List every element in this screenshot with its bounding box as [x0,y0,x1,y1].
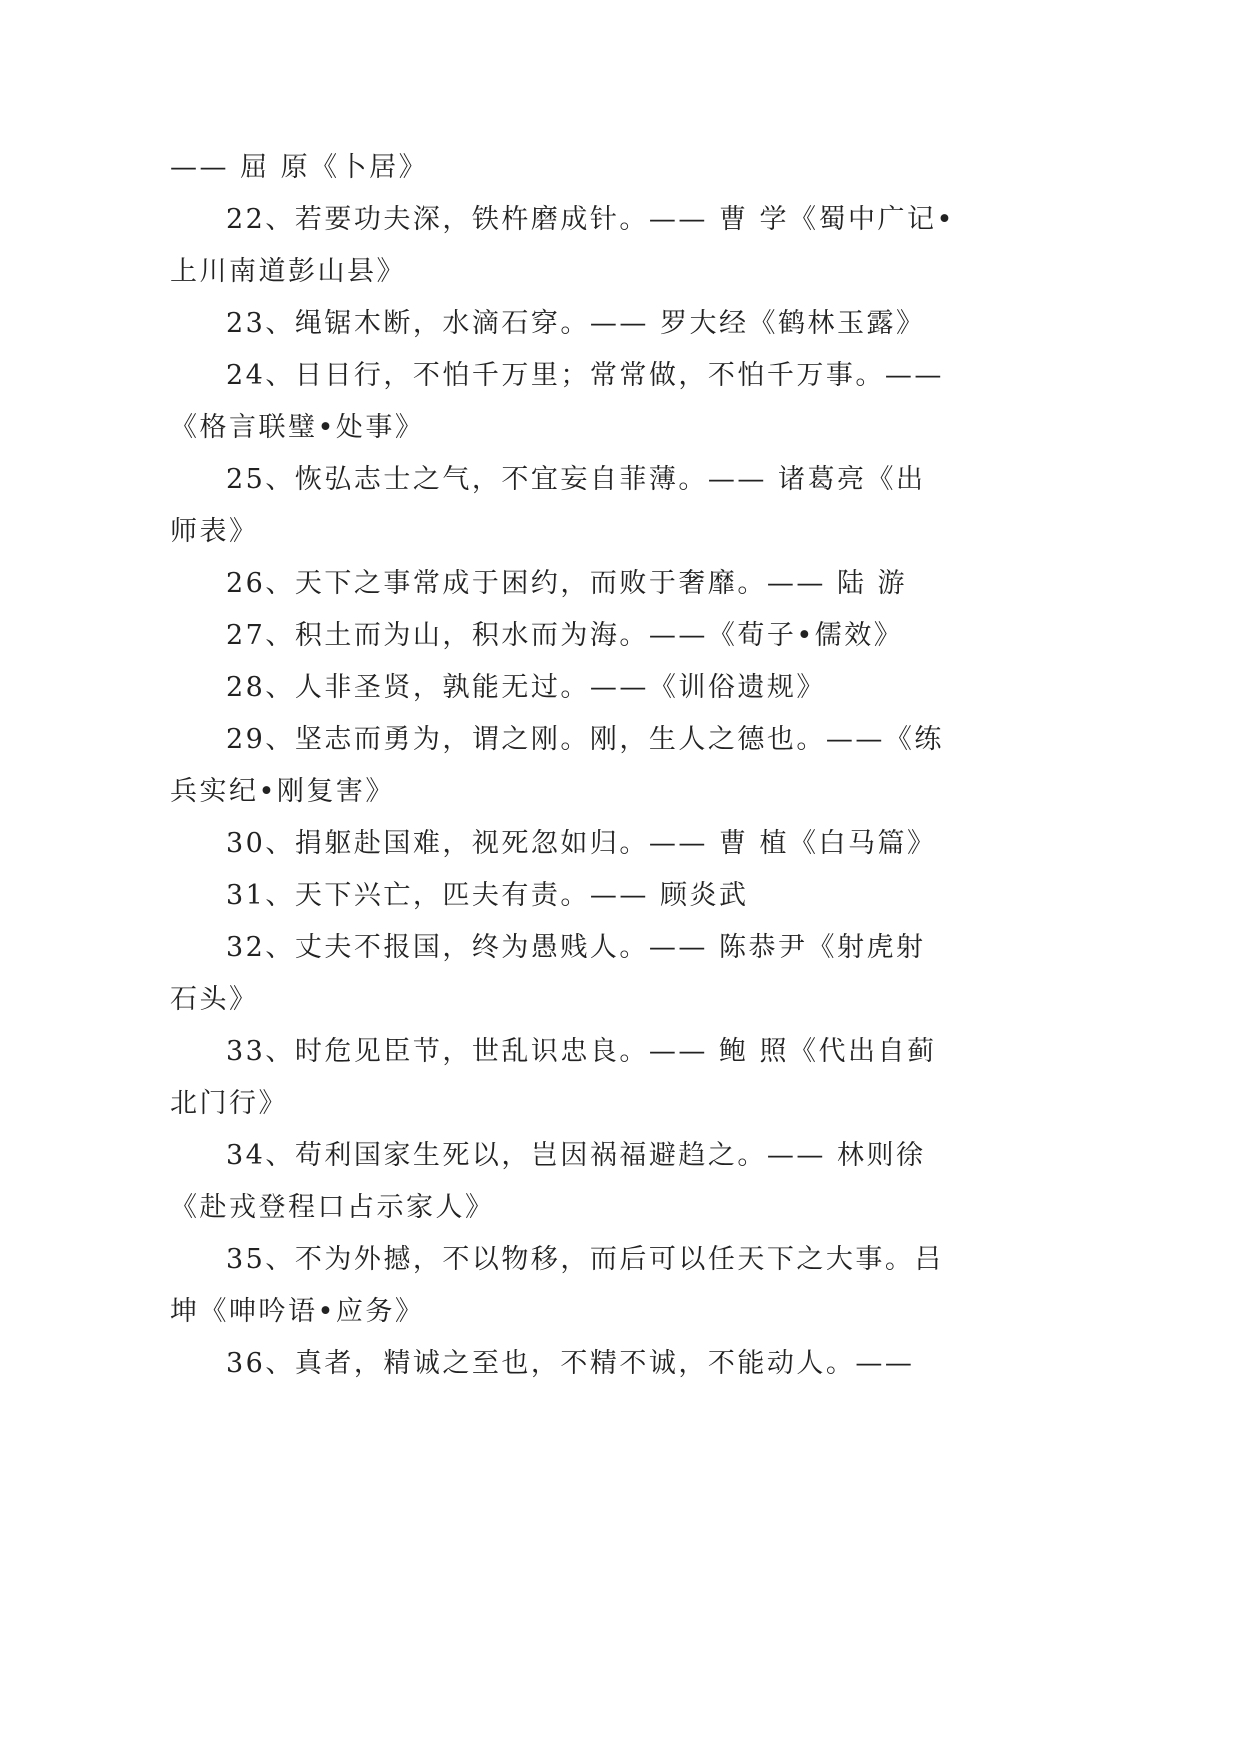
text-line: 北门行》 [170,1088,288,1119]
text-line: 师表》 [170,516,259,547]
text-line: —— 屈 原《卜居》 [170,152,429,183]
text-line: 32、丈夫不报国，终为愚贱人。—— 陈恭尹《射虎射 [226,932,926,963]
text-line: 31、天下兴亡，匹夫有责。—— 顾炎武 [226,880,749,911]
text-line: 23、绳锯木断，水滴石穿。—— 罗大经《鹤林玉露》 [226,308,926,339]
quote-paragraph [170,1338,950,1390]
text-line: 29、坚志而勇为，谓之刚。刚，生人之德也。——《练 [226,724,944,755]
text-line: 28、人非圣贤，孰能无过。——《训俗遗规》 [226,672,826,703]
document-body [170,142,955,1390]
text-line: 30、捐躯赴国难，视死忽如归。—— 曹 植《白马篇》 [226,828,937,859]
quote-paragraph [170,350,950,454]
text-line: 兵实纪•刚复害》 [170,776,395,807]
text-line: 35、不为外撼，不以物移，而后可以任天下之大事。吕 [226,1244,944,1275]
text-line: 27、积土而为山，积水而为海。——《荀子•儒效》 [226,620,904,651]
quote-paragraph [170,298,950,350]
text-line: 34、苟利国家生死以，岂因祸福避趋之。—— 林则徐 [226,1140,926,1171]
text-line: 坤《呻吟语•应务》 [170,1296,425,1327]
text-line: 《赴戎登程口占示家人》 [170,1192,495,1223]
text-line: 24、日日行，不怕千万里；常常做，不怕千万事。—— [226,360,944,391]
quote-paragraph [170,610,950,662]
text-line: 上川南道彭山县》 [170,256,406,287]
quote-paragraph [170,142,950,194]
text-line: 石头》 [170,984,259,1015]
text-line: 25、恢弘志士之气，不宜妄自菲薄。—— 诸葛亮《出 [226,464,926,495]
quote-paragraph [170,1026,950,1130]
text-line: 22、若要功夫深，铁杵磨成针。—— 曹 学《蜀中广记• [226,204,955,235]
quote-paragraph [170,194,955,298]
quote-paragraph [170,1130,950,1234]
quote-paragraph [170,1234,950,1338]
quote-paragraph [170,662,950,714]
text-line: 26、天下之事常成于困约，而败于奢靡。—— 陆 游 [226,568,908,599]
quote-paragraph [170,870,950,922]
text-line: 33、时危见臣节，世乱识忠良。—— 鲍 照《代出自蓟 [226,1036,937,1067]
quote-paragraph [170,454,950,558]
quote-paragraph [170,714,950,818]
quote-paragraph [170,922,950,1026]
text-line: 36、真者，精诚之至也，不精不诚，不能动人。—— [226,1348,915,1379]
quote-paragraph [170,818,950,870]
text-line: 《格言联璧•处事》 [170,412,425,443]
quote-paragraph [170,558,950,610]
